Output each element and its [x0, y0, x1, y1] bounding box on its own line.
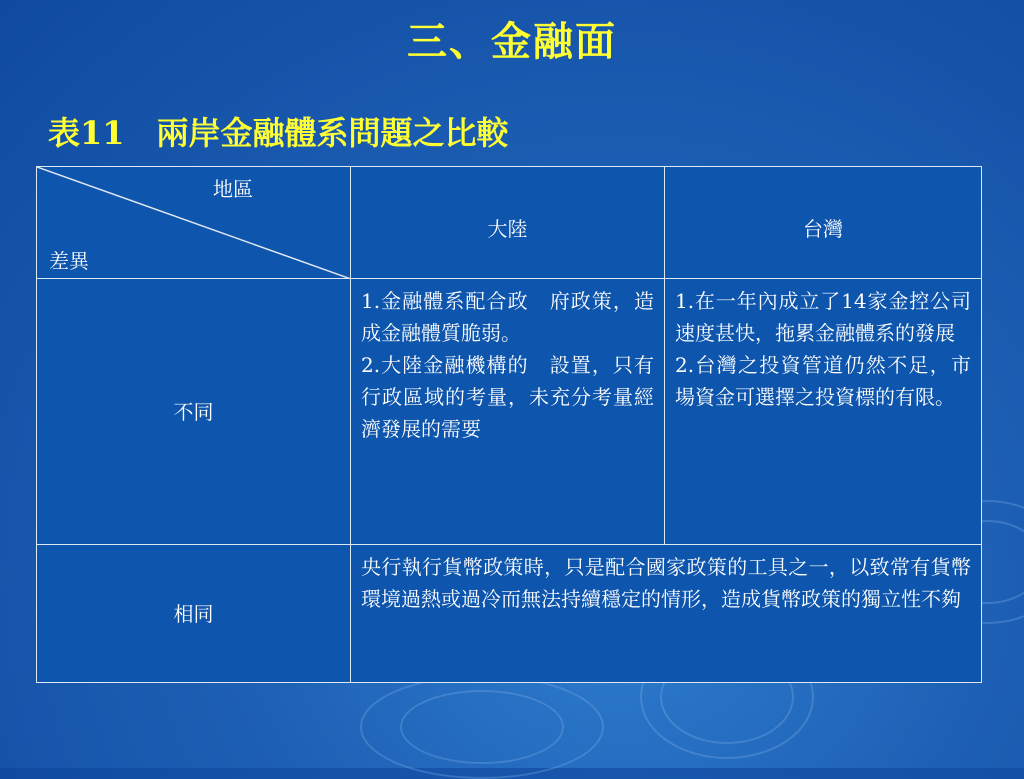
table-caption: 表11 兩岸金融體系問題之比較 [48, 114, 509, 152]
ripple-decoration [360, 675, 604, 779]
column-header-mainland: 大陸 [351, 167, 665, 279]
cell-mainland-difference [351, 279, 665, 545]
slide-title: 三、金融面 [407, 18, 617, 65]
comparison-table [36, 166, 982, 683]
corner-header-cell [37, 167, 351, 279]
list-item: 1.在一年內成立了14家金控公司速度甚快，拖累金融體系的發展 [675, 289, 971, 345]
list-item: 1.金融體系配合政 府政策，造成金融體質脆弱。 [361, 289, 654, 345]
table-row-similarity [37, 545, 982, 683]
corner-region-label: 地區 [213, 177, 253, 201]
cell-taiwan-difference [665, 279, 982, 545]
list-item: 2.台灣之投資管道仍然不足，市場資金可選擇之投資標的有限。 [675, 353, 971, 409]
list-item: 2.大陸金融機構的 設置，只有行政區域的考量，未充分考量經濟發展的需要 [361, 353, 654, 441]
corner-difference-label: 差異 [49, 249, 89, 273]
table-header-row [37, 167, 982, 279]
row-label-similarity: 相同 [37, 545, 351, 683]
cell-shared-similarity: 央行執行貨幣政策時，只是配合國家政策的工具之一，以致常有貨幣環境過熱或過冷而無法持續穩定的情形，造成貨幣政策的獨立性不夠 [351, 545, 982, 683]
column-header-taiwan: 台灣 [665, 167, 982, 279]
table-row-difference [37, 279, 982, 545]
row-label-difference: 不同 [37, 279, 351, 545]
